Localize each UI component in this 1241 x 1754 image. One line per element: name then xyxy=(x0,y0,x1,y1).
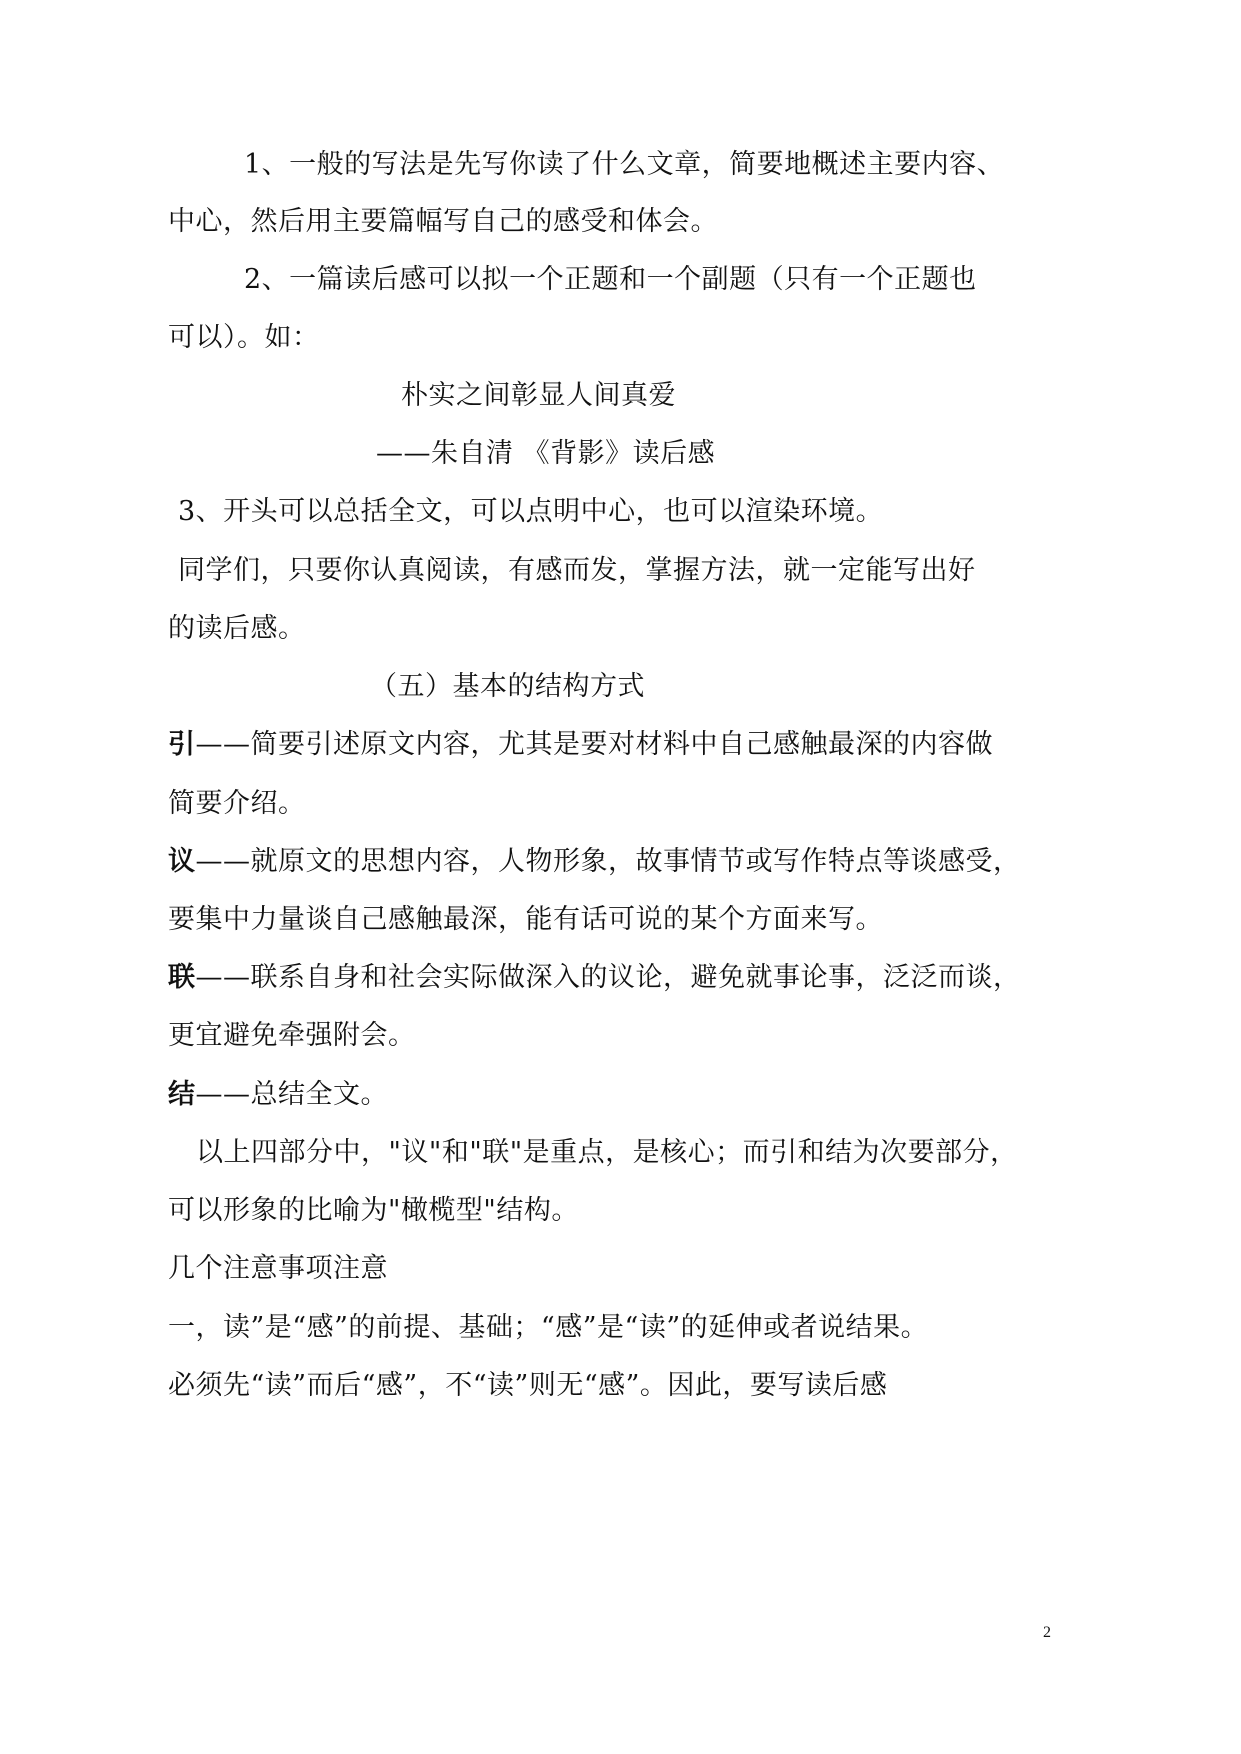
paragraph-line: 同学们，只要你认真阅读，有感而发，掌握方法，就一定能写出好 xyxy=(178,555,976,586)
structure-key: 联 xyxy=(168,962,196,993)
structure-text: ——就原文的思想内容，人物形象，故事情节或写作特点等谈感受， xyxy=(195,846,1021,877)
example-subtitle: ——朱自清 《背影》读后感 xyxy=(376,438,716,469)
paragraph-line: 可以形象的比喻为"橄榄型"结构。 xyxy=(168,1195,579,1226)
example-title: 朴实之间彰显人间真爱 xyxy=(401,380,676,411)
structure-text: ——总结全文。 xyxy=(195,1079,388,1110)
structure-text: ——联系自身和社会实际做深入的议论，避免就事论事，泛泛而谈， xyxy=(195,962,1021,993)
structure-key: 议 xyxy=(168,846,196,877)
paragraph-line: 要集中力量谈自己感触最深，能有话可说的某个方面来写。 xyxy=(168,904,883,935)
structure-item-jie xyxy=(168,1077,388,1113)
paragraph-line: 必须先“读”而后“感”，不“读”则无“感”。因此，要写读后感 xyxy=(168,1370,888,1401)
structure-item-yin xyxy=(168,727,993,763)
paragraph-line: 简要介绍。 xyxy=(168,788,306,819)
page-number: 2 xyxy=(1043,1624,1051,1641)
paragraph-line: 3、开头可以总括全文，可以点明中心，也可以渲染环境。 xyxy=(178,496,884,527)
paragraph-line: 2、一篇读后感可以拟一个正题和一个副题（只有一个正题也 xyxy=(244,264,977,295)
paragraph-line: 的读后感。 xyxy=(168,613,306,644)
paragraph-line: 可以）。如： xyxy=(168,322,320,353)
paragraph-line: 一，读”是“感”的前提、基础；“感”是“读”的延伸或者说结果。 xyxy=(168,1312,929,1343)
structure-item-lian xyxy=(168,960,1021,996)
paragraph-line: 以上四部分中，"议"和"联"是重点，是核心；而引和结为次要部分， xyxy=(196,1137,1018,1168)
paragraph-line: 1、一般的写法是先写你读了什么文章，简要地概述主要内容、 xyxy=(244,149,1005,180)
subheading: 几个注意事项注意 xyxy=(168,1253,388,1284)
paragraph-line: 更宜避免牵强附会。 xyxy=(168,1020,416,1051)
structure-text: ——简要引述原文内容，尤其是要对材料中自己感触最深的内容做 xyxy=(195,729,993,760)
section-heading: （五）基本的结构方式 xyxy=(370,671,645,702)
structure-key: 引 xyxy=(168,729,196,760)
structure-item-yi xyxy=(168,844,1021,880)
structure-key: 结 xyxy=(168,1079,196,1110)
paragraph-line: 中心，然后用主要篇幅写自己的感受和体会。 xyxy=(168,206,718,237)
